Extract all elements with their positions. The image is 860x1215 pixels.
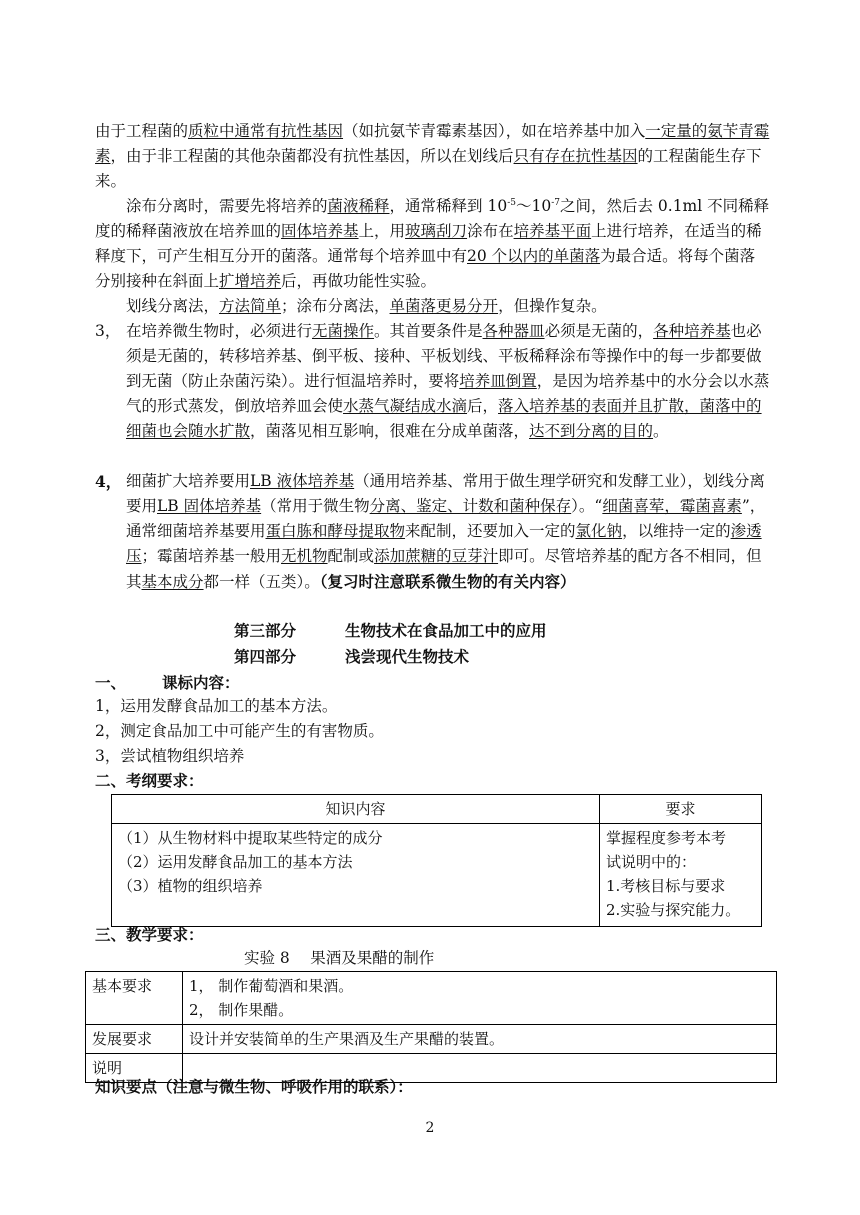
underlined-text: 基本成分 bbox=[141, 573, 204, 591]
text: 即可。尽管培养基的配方各不相同，但其 bbox=[126, 547, 762, 591]
item-3-aseptic bbox=[126, 319, 770, 444]
underlined-text: 落入培养基的表面并且扩散，菌落中的细菌也会随水扩散 bbox=[126, 397, 762, 440]
page-number: 2 bbox=[425, 1120, 435, 1136]
underlined-text: 单菌落更易分开 bbox=[389, 297, 499, 315]
part-4-label: 第四部分 bbox=[234, 647, 297, 666]
item-3-number: 3， bbox=[95, 322, 121, 340]
section-1-title: 课标内容： bbox=[162, 673, 240, 692]
part-4-title: 浅尝现代生物技术 bbox=[345, 647, 470, 666]
part-3-label: 第三部分 bbox=[234, 621, 297, 640]
row-line: 1， 制作葡萄酒和果酒。 bbox=[189, 977, 354, 995]
requirement-cell bbox=[600, 824, 762, 927]
text: ，是因为培养基中的水分会以水蒸气的形式蒸发，倒放培养皿会使 bbox=[126, 372, 770, 415]
text: （如抗氨苄青霉素基因），如在培养基中加入 bbox=[343, 122, 646, 140]
underlined-text: 添加蔗糖的豆芽汁 bbox=[374, 547, 499, 565]
item-4-culture-media bbox=[126, 469, 770, 595]
underlined-text: 蛋白胨和酵母提取物 bbox=[265, 522, 406, 540]
text: 在培养微生物时，必须进行 bbox=[126, 322, 313, 340]
text: ）。“ bbox=[571, 497, 603, 515]
underlined-text: 质粒中通常有抗性基因 bbox=[188, 122, 344, 140]
bold-note: （复习时注意联系微生物的有关内容） bbox=[319, 572, 576, 591]
text: 都一样（五类）。 bbox=[203, 573, 320, 591]
knowledge-item: （1）从生物材料中提取某些特定的成分 bbox=[118, 829, 383, 847]
knowledge-cell bbox=[112, 824, 600, 927]
underlined-text: 水蒸气凝结成水滴 bbox=[343, 397, 468, 415]
text: 上，用 bbox=[358, 222, 406, 240]
text: 涂布分离时，需要先将培养的 bbox=[126, 197, 328, 215]
row-label: 发展要求 bbox=[86, 1025, 183, 1054]
text: 也必须是无菌的，转移培养基、倒平板、接种、平板划线、平板稀释涂布等操作中的每一步都要做到无菌（防止杂菌污染）。进行恒温培养时，要将 bbox=[126, 322, 762, 390]
text: ～10 bbox=[515, 197, 552, 215]
underlined-text: 培养基平面 bbox=[513, 222, 592, 240]
teaching-requirements-table bbox=[85, 971, 777, 1083]
paragraph-spread-plate bbox=[95, 194, 770, 294]
row-label: 基本要求 bbox=[86, 972, 183, 1025]
text: （常用于微生物 bbox=[261, 497, 370, 515]
table-row bbox=[112, 824, 762, 927]
underlined-text: 达不到分离的目的 bbox=[529, 422, 654, 440]
text: 由于工程菌的 bbox=[95, 122, 189, 140]
row-content bbox=[183, 972, 777, 1025]
requirement-line: 掌握程度参考本考 bbox=[606, 829, 727, 847]
knowledge-item: （2）运用发酵食品加工的基本方法 bbox=[118, 853, 353, 871]
requirement-line: 2.实验与探究能力。 bbox=[606, 901, 741, 919]
text: 的工程菌能生存下来。 bbox=[95, 147, 762, 190]
requirement-line: 1.考核目标与要求 bbox=[606, 877, 726, 895]
knowledge-points-heading: 知识要点（注意与微生物、呼吸作用的联系）： bbox=[95, 1077, 413, 1096]
text: （通用培养基、常用于做生理学研究和发酵工业），划线分离要用 bbox=[126, 472, 765, 515]
underlined-text: 细菌喜荤，霉菌喜素 bbox=[602, 497, 742, 515]
superscript: -5 bbox=[507, 197, 516, 208]
paragraph-engineered-bacteria bbox=[95, 119, 770, 194]
underlined-text: 无机物 bbox=[281, 547, 328, 565]
superscript: -7 bbox=[551, 197, 560, 208]
text: 之间，然后去 0.1ml 不同稀释度的稀释菌液放在培养皿的 bbox=[95, 197, 770, 240]
underlined-text: LB 液体培养基 bbox=[250, 472, 355, 490]
text: ，以维持一定的 bbox=[622, 522, 731, 540]
text: ；霉菌培养基一般用 bbox=[141, 547, 282, 565]
section-3-title: 三、教学要求： bbox=[95, 925, 204, 944]
text: 配制或 bbox=[327, 547, 375, 565]
underlined-text: 菌液稀释 bbox=[327, 197, 390, 215]
section-1-item-1: 1，运用发酵食品加工的基本方法。 bbox=[95, 697, 338, 715]
experiment-title: 实验 8 果酒及果醋的制作 bbox=[244, 949, 435, 967]
text: 后，再做功能性实验。 bbox=[281, 272, 437, 290]
row-label: 说明 bbox=[86, 1054, 183, 1083]
underlined-text: 扩增培养 bbox=[219, 272, 282, 290]
paragraph-comparison bbox=[126, 294, 770, 319]
table-header-row bbox=[112, 795, 762, 824]
section-1-item-3: 3，尝试植物组织培养 bbox=[95, 747, 245, 765]
requirement-line: 试说明中的： bbox=[606, 853, 697, 871]
underlined-text: 渗透压 bbox=[126, 522, 762, 565]
text: 为最合适。将每个菌落分别接种在斜面上 bbox=[95, 247, 756, 290]
text: ；涂布分离法， bbox=[281, 297, 390, 315]
underlined-text: 无菌操作 bbox=[312, 322, 375, 340]
table-row bbox=[86, 972, 777, 1025]
part-3-title: 生物技术在食品加工中的应用 bbox=[345, 621, 547, 640]
text: ，由于非工程菌的其他杂菌都没有抗性基因，所以在划线后 bbox=[110, 147, 514, 165]
underlined-text: 只有存在抗性基因 bbox=[513, 147, 638, 165]
underlined-text: 培养皿倒置 bbox=[459, 372, 537, 390]
underlined-text: 固体培养基 bbox=[281, 222, 359, 240]
underlined-text: 20 个以内的单菌落 bbox=[467, 247, 601, 265]
text: 上进行培养，在适当的稀释度下，可产生相互分开的菌落。通常每个培养皿中有 bbox=[95, 222, 762, 265]
underlined-text: LB 固体培养基 bbox=[157, 497, 262, 515]
text: 。其首要条件是 bbox=[374, 322, 483, 340]
row-line: 2， 制作果醋。 bbox=[189, 1001, 294, 1019]
section-1-item-2: 2，测定食品加工中可能产生的有害物质。 bbox=[95, 722, 384, 740]
header-requirement: 要求 bbox=[600, 795, 762, 824]
text: 。 bbox=[653, 422, 669, 440]
text: ”，通常细菌培养基要用 bbox=[126, 497, 766, 540]
row-content: 设计并安装简单的生产果酒及生产果醋的装置。 bbox=[183, 1025, 777, 1054]
section-1-number: 一、 bbox=[95, 673, 127, 692]
underlined-text: 各种培养基 bbox=[653, 322, 731, 340]
underlined-text: 玻璃刮刀 bbox=[405, 222, 468, 240]
text: 细菌扩大培养要用 bbox=[126, 472, 251, 490]
table-row bbox=[86, 1025, 777, 1054]
underlined-text: 氯化钠 bbox=[575, 522, 623, 540]
text: ，但操作复杂。 bbox=[498, 297, 607, 315]
text: 必须是无菌的， bbox=[544, 322, 654, 340]
knowledge-item: （3）植物的组织培养 bbox=[118, 877, 263, 895]
underlined-text: 各种器皿 bbox=[482, 322, 545, 340]
text: 涂布在 bbox=[467, 222, 514, 240]
header-knowledge: 知识内容 bbox=[112, 795, 600, 824]
item-4-number: 4， bbox=[95, 472, 122, 491]
text: ，通常稀释到 10 bbox=[389, 197, 508, 215]
text: ，菌落见相互影响，很难在分成单菌落， bbox=[250, 422, 530, 440]
text: 划线分离法， bbox=[126, 297, 220, 315]
underlined-text: 分离、鉴定、计数和菌种保存 bbox=[369, 497, 572, 515]
exam-requirements-table bbox=[111, 794, 762, 927]
text: 来配制，还要加入一定的 bbox=[405, 522, 576, 540]
underlined-text: 方法简单 bbox=[219, 297, 282, 315]
section-2-title: 二、考纲要求： bbox=[95, 771, 204, 790]
underlined-text: 一定量的氨苄青霉素 bbox=[95, 122, 770, 165]
text: 后， bbox=[467, 397, 499, 415]
